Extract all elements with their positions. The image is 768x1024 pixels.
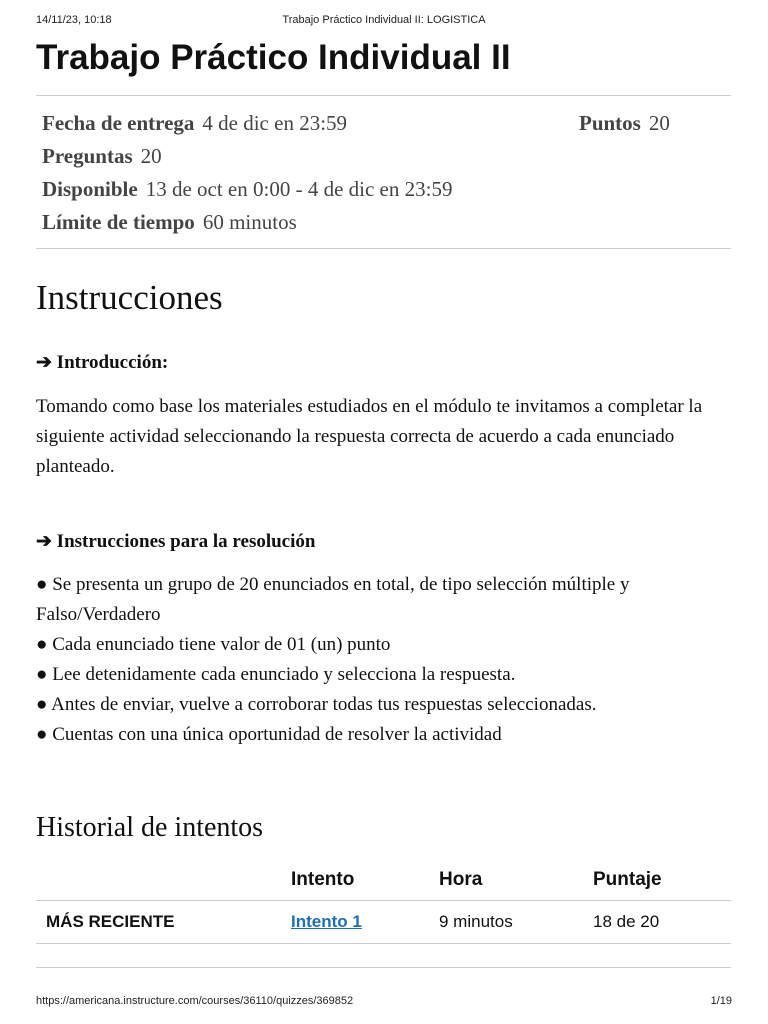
due-date [42, 111, 347, 136]
time-limit [42, 210, 297, 235]
column-header-attempt: Intento [291, 860, 439, 901]
attempt-link[interactable]: Intento 1 [291, 912, 362, 931]
print-datetime: 14/11/23, 10:18 [36, 14, 112, 26]
attempt-status-label: MÁS RECIENTE [36, 901, 291, 944]
divider-details [36, 248, 731, 249]
page-title: Trabajo Práctico Individual II [36, 38, 511, 77]
questions [42, 144, 162, 169]
table-header-row [36, 860, 731, 901]
divider-bottom [36, 967, 731, 968]
attempt-cell [291, 901, 439, 944]
points-label: Puntos [579, 111, 641, 135]
availability-label: Disponible [42, 177, 138, 201]
resolution-list [36, 570, 736, 750]
column-header-score: Puntaje [593, 860, 731, 901]
questions-value: 20 [140, 144, 162, 168]
due-date-label: Fecha de entrega [42, 111, 195, 135]
points [579, 111, 670, 136]
list-item: ● Cada enunciado tiene valor de 01 (un) punto [36, 634, 391, 655]
print-url: https://americana.instructure.com/courses/36110/quizzes/369852 [36, 995, 354, 1007]
availability [42, 177, 452, 202]
instructions-heading: Instrucciones [36, 278, 223, 317]
attempt-time: 9 minutos [439, 901, 593, 944]
table-row [36, 901, 731, 944]
print-page-number: 1/19 [710, 995, 732, 1007]
print-header [36, 14, 732, 30]
resolution-heading: ➔ Instrucciones para la resolución [36, 531, 316, 552]
attempt-history-heading: Historial de intentos [36, 812, 264, 843]
divider-top [36, 95, 731, 96]
list-item: ● Se presenta un grupo de 20 enunciados en total, de tipo selección múltiple y Falso/Verdadero [36, 574, 630, 625]
time-limit-label: Límite de tiempo [42, 210, 195, 234]
due-date-value: 4 de dic en 23:59 [202, 111, 348, 135]
print-document-title: Trabajo Práctico Individual II: LOGISTICA [282, 14, 486, 26]
list-item: ● Antes de enviar, vuelve a corroborar todas tus respuestas seleccionadas. [36, 694, 597, 715]
intro-heading: ➔ Introducción: [36, 352, 169, 373]
questions-label: Preguntas [42, 144, 133, 168]
print-footer [36, 995, 732, 1011]
intro-text: Tomando como base los materiales estudiados en el módulo te invitamos a completar la siguiente actividad seleccionando la respuesta correcta de acuerdo a cada enunciado planteado. [36, 396, 703, 477]
attempt-history-table [36, 860, 731, 944]
column-header-label [36, 860, 291, 901]
column-header-time: Hora [439, 860, 593, 901]
points-value: 20 [648, 111, 670, 135]
list-item: ● Cuentas con una única oportunidad de resolver la actividad [36, 724, 502, 745]
list-item: ● Lee detenidamente cada enunciado y selecciona la respuesta. [36, 664, 516, 685]
availability-value: 13 de oct en 0:00 - 4 de dic en 23:59 [145, 177, 453, 201]
time-limit-value: 60 minutos [202, 210, 297, 234]
attempt-score: 18 de 20 [593, 901, 731, 944]
